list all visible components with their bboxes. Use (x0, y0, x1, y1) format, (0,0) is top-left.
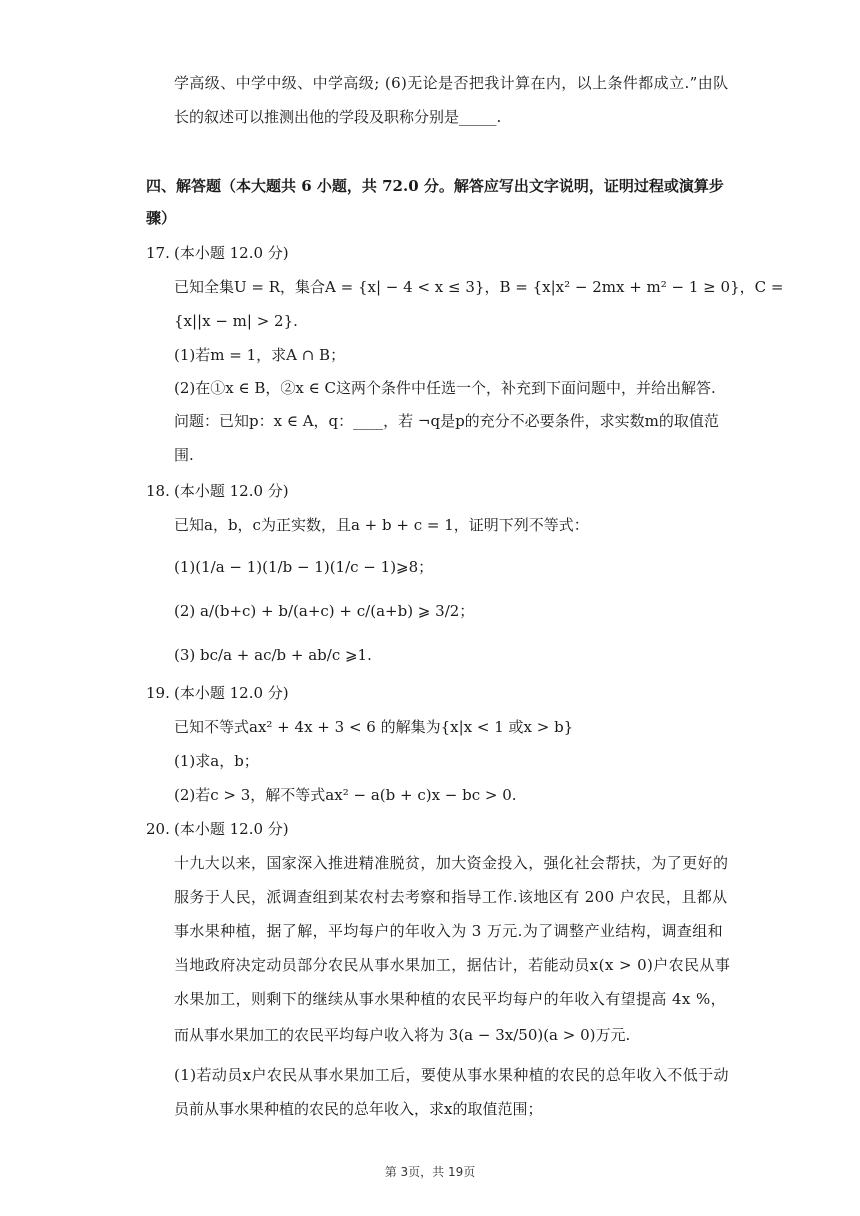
question-points: (本小题 12.0 分) (174, 684, 289, 702)
question-text: 已知不等式ax² + 4x + 3 < 6 的解集为{x|x < 1 或x > b} (174, 718, 574, 736)
question-part: 员前从事水果种植的农民的总年收入，求x的取值范围； (174, 1100, 543, 1118)
question-part: (2)若c > 3，解不等式ax² − a(b + c)x − bc > 0. (174, 786, 517, 804)
question-text: 事水果种植，据了解，平均每户的年收入为 3 万元.为了调整产业结构，调查组和 (174, 922, 724, 940)
text-line: 长的叙述可以推测出他的学段及职称分别是_____. (174, 108, 502, 126)
question-text: 而从事水果加工的农民平均每户收入将为 3(a − 3x/50)(a > 0)万元. (174, 1026, 631, 1044)
question-text: 已知全集U = R，集合A = {x| − 4 < x ≤ 3}，B = {x|x² − 2mx + m² − 1 ≥ 0}，C = (174, 278, 784, 296)
text-line: 学高级、中学中级、中学高级; (6)无论是否把我计算在内，以上条件都成立.”由队 (174, 74, 729, 92)
question-points: (本小题 12.0 分) (174, 244, 289, 262)
question-text: 十九大以来，国家深入推进精准脱贫，加大资金投入，强化社会帮扶，为了更好的 (174, 854, 729, 872)
question-text: 围. (174, 446, 194, 464)
page-footer: 第 3页，共 19页 (384, 1165, 476, 1179)
question-part: (1)(1/a − 1)(1/b − 1)(1/c − 1)⩾8； (174, 558, 434, 576)
question-number: 19. (146, 684, 170, 702)
section-heading-cont: 骤） (146, 209, 177, 227)
question-part: (3) bc/a + ac/b + ab/c ⩾1. (174, 646, 372, 664)
question-part: (1)若m = 1，求A ∩ B； (174, 346, 346, 364)
question-text: 服务于人民，派调查组到某农村去考察和指导工作.该地区有 200 户农民，且都从 (174, 888, 728, 906)
question-part: (2) a/(b+c) + b/(a+c) + c/(a+b) ⩾ 3/2； (174, 602, 475, 620)
question-part: (2)在①x ∈ B，②x ∈ C这两个条件中任选一个，补充到下面问题中，并给出解答. (174, 379, 716, 397)
section-heading: 四、解答题（本大题共 6 小题，共 72.0 分。解答应写出文字说明，证明过程或演算步 (146, 177, 724, 195)
question-text: 已知a，b，c为正实数，且a + b + c = 1，证明下列不等式： (174, 516, 589, 534)
question-text: 问题：已知p：x ∈ A，q：____，若 ¬q是p的充分不必要条件，求实数m的取值范 (174, 412, 719, 430)
question-text: 水果加工，则剩下的继续从事水果种植的农民平均每户的年收入有望提高 4x %， (174, 990, 726, 1008)
question-part: (1)若动员x户农民从事水果加工后，要使从事水果种植的农民的总年收入不低于动 (174, 1066, 729, 1084)
question-number: 17. (146, 244, 170, 262)
question-points: (本小题 12.0 分) (174, 482, 289, 500)
question-points: (本小题 12.0 分) (174, 820, 289, 838)
question-number: 18. (146, 482, 170, 500)
question-text: 当地政府决定动员部分农民从事水果加工，据估计，若能动员x(x > 0)户农民从事 (174, 956, 731, 974)
question-text: {x||x − m| > 2}. (174, 312, 298, 330)
question-number: 20. (146, 820, 170, 838)
question-part: (1)求a，b； (174, 752, 259, 770)
